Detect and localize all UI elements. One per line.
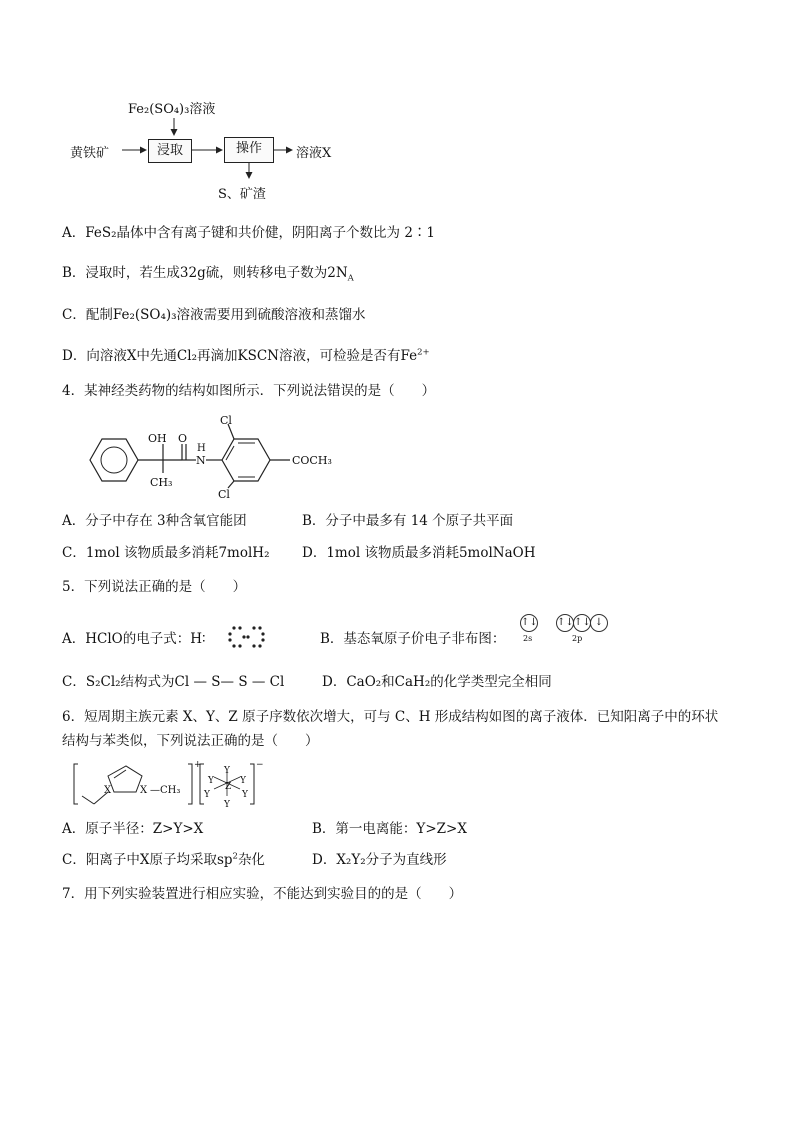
- q6-cation-charge: +: [194, 760, 202, 770]
- flow-input: 黄铁矿: [70, 146, 110, 161]
- q5-option-d: D．CaO₂和CaH₂的化学类型完全相同: [322, 674, 552, 690]
- orbital-label-2s: 2s: [523, 634, 533, 643]
- q4-label-n: N: [196, 454, 206, 467]
- q5-option-c: C．S₂Cl₂结构式为Cl — S— S — Cl: [62, 674, 285, 690]
- q6-anion-y-ll: Y: [204, 790, 210, 800]
- orbital-2p-1: ↑↓: [556, 614, 574, 632]
- q6-cation-x-left: X: [104, 785, 112, 796]
- q4-label-cl-top: Cl: [220, 414, 232, 427]
- orbital-2p-2: ↑↓: [573, 614, 591, 632]
- q6-anion-y-ul: Y: [208, 776, 214, 786]
- q6-stem-line2: 结构与苯类似，下列说法正确的是（ ）: [62, 733, 319, 749]
- q4-label-h: H: [197, 443, 206, 454]
- q6-cation-ch3: —CH₃: [150, 785, 181, 796]
- orbital-label-2p: 2p: [572, 634, 583, 643]
- q6-option-d: D．X₂Y₂分子为直线形: [312, 852, 447, 868]
- q7-stem: 7．用下列实验装置进行相应实验，不能达到实验目的的是（ ）: [62, 886, 463, 902]
- q6-anion-y-top: Y: [224, 766, 230, 776]
- q5-option-a: A．HClO的电子式：H∶: [62, 631, 206, 647]
- q4-label-cl-bottom: Cl: [218, 488, 230, 501]
- flow-step-leach: 浸取: [148, 139, 192, 163]
- q4-label-o: O: [178, 432, 188, 445]
- q6-anion-y-lr: Y: [242, 790, 248, 800]
- q3-option-b: B．浸取时，若生成32g硫，则转移电子数为$2N_A$: [62, 265, 354, 284]
- q6-anion-y-ur: Y: [240, 776, 246, 786]
- q6-anion-z: Z: [225, 782, 232, 792]
- q6-cation-x-right: X: [140, 785, 148, 796]
- q4-option-b: B．分子中最多有 14 个原子共平面: [302, 513, 514, 529]
- orbital-2s: ↑↓: [520, 614, 538, 632]
- q6-option-b: B．第一电离能：Y>Z>X: [312, 821, 467, 837]
- orbital-2p-3: ↓: [590, 614, 608, 632]
- q3-option-d: D．向溶液X中先通Cl₂再滴加KSCN溶液，可检验是否有$Fe^{2+}$: [62, 347, 430, 364]
- q6-option-a: A．原子半径：Z>Y>X: [62, 821, 204, 837]
- flow-output: 溶液X: [296, 146, 332, 161]
- q5-electron-dot-structure: [226, 622, 266, 652]
- q5-option-b: B．基态氧原子价电子非布图：: [320, 631, 506, 647]
- q4-option-c: C．1mol 该物质最多消耗7molH₂: [62, 545, 270, 561]
- q4-option-d: D．1mol 该物质最多消耗5molNaOH: [302, 545, 536, 561]
- q4-option-a: A．分子中存在 3种含氧官能团: [62, 513, 247, 529]
- q4-label-coch3: COCH₃: [292, 454, 332, 467]
- q6-option-c: C．阳离子中X原子均采取$sp^2$杂化: [62, 851, 265, 868]
- q5-stem: 5．下列说法正确的是（ ）: [62, 579, 247, 595]
- q3-option-c: C．配制Fe₂(SO₄)₃溶液需要用到硫酸溶液和蒸馏水: [62, 307, 366, 323]
- q6-stem-line1: 6．短周期主族元素 X、Y、Z 原子序数依次增大，可与 C、H 形成结构如图的离子液体．已知阳离子中的环状: [62, 709, 719, 725]
- q3-option-a: A．FeS₂晶体中含有离子键和共价健，阴阳离子个数比为 2∶1: [62, 225, 435, 241]
- q6-anion-charge: −: [256, 760, 264, 770]
- flow-reagent: Fe₂(SO₄)₃溶液: [128, 102, 216, 117]
- q6-anion-y-bottom: Y: [224, 800, 230, 810]
- q4-stem: 4．某神经类药物的结构如图所示．下列说法错误的是（ ）: [62, 383, 436, 399]
- flow-step-operation: 操作: [224, 137, 274, 163]
- q4-label-oh: OH: [148, 432, 167, 445]
- q4-label-ch3: CH₃: [150, 476, 173, 489]
- flow-byproduct: S、矿渣: [218, 187, 266, 202]
